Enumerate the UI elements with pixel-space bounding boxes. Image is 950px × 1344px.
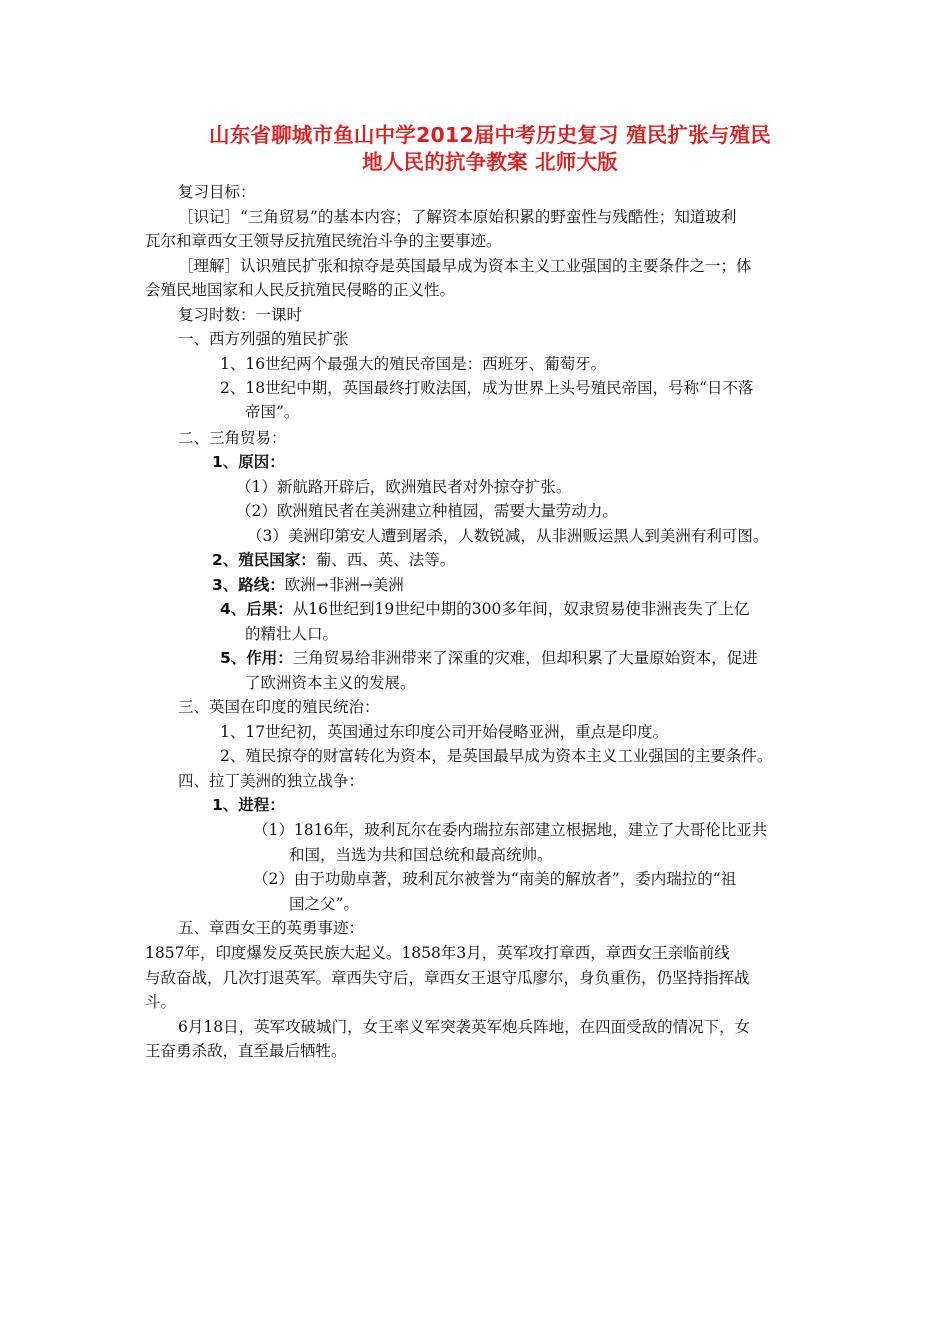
route-value: 欧洲→非洲→美洲 <box>284 576 404 594</box>
cause-item-1: （1）新航路开辟后，欧洲殖民者对外掠夺扩张。 <box>236 478 572 496</box>
title-line-1: 山东省聊城市鱼山中学2012届中考历史复习 殖民扩张与殖民 <box>209 123 771 147</box>
process-item-1b: 和国，当选为共和国总统和最高统帅。 <box>289 846 553 864</box>
section-3-heading: 三、英国在印度的殖民统治： <box>178 698 380 716</box>
cause-item-2: （2）欧洲殖民者在美洲建立种植园，需要大量劳动力。 <box>236 502 618 520</box>
section-5-heading: 五、章西女王的英勇事迹： <box>178 919 365 937</box>
cause-label: 1、原因： <box>212 453 285 471</box>
result-value-a: 从16世纪到19世纪中期的300多年间，奴隶贸易使非洲丧失了上亿 <box>292 600 750 618</box>
result-label: 4、后果： <box>220 600 293 618</box>
section-2-heading: 二、三角贸易： <box>178 429 287 447</box>
section-5-para-2b: 王奋勇杀敌，直至最后牺牲。 <box>145 1042 347 1060</box>
section-5-para-1c: 斗。 <box>145 993 177 1011</box>
effect-label: 5、作用： <box>220 649 293 667</box>
route-label: 3、路线： <box>212 576 285 594</box>
section-4-heading: 四、拉丁美洲的独立战争： <box>178 772 365 790</box>
effect-line-a <box>220 648 758 668</box>
memorize-line-1: ［识记］“三角贸易”的基本内容；了解资本原始积累的野蛮性与残酷性；知道玻利 <box>178 208 737 226</box>
section-1-heading: 一、西方列强的殖民扩张 <box>178 330 349 348</box>
section-3-point-1: 1、17世纪初，英国通过东印度公司开始侵略亚洲，重点是印度。 <box>220 723 669 741</box>
document-title <box>140 122 840 176</box>
section-5-para-1b: 与敌奋战，几次打退英军。章西失守后，章西女王退守瓜廖尔，身负重伤，仍坚持指挥战 <box>145 969 750 987</box>
result-line-a <box>220 599 749 619</box>
section-5-para-1a: 1857年，印度爆发反英民族大起义。1858年3月，英军攻打章西，章西女王亲临前线 <box>145 944 730 962</box>
countries-label: 2、殖民国家： <box>212 551 316 569</box>
section-1-point-2a: 2、18世纪中期，英国最终打败法国，成为世界上头号殖民帝国，号称“日不落 <box>220 379 754 397</box>
understand-line-2: 会殖民地国家和人民反抗殖民侵略的正义性。 <box>145 281 456 299</box>
review-hours: 复习时数：一课时 <box>178 306 303 324</box>
cause-item-3: （3）美洲印第安人遭到屠杀，人数锐减，从非洲贩运黑人到美洲有利可图。 <box>247 527 769 545</box>
result-line-b: 的精壮人口。 <box>245 625 339 643</box>
process-label: 1、进程： <box>212 796 285 814</box>
process-item-2a: （2）由于功勋卓著，玻利瓦尔被誉为“南美的解放者”，委内瑞拉的“祖 <box>253 870 737 888</box>
process-item-2b: 国之父”。 <box>289 895 359 913</box>
effect-line-b: 了欧洲资本主义的发展。 <box>245 674 416 692</box>
process-item-1a: （1）1816年，玻利瓦尔在委内瑞拉东部建立根据地，建立了大哥伦比亚共 <box>253 821 768 839</box>
countries-value: 葡、西、英、法等。 <box>315 551 456 569</box>
title-line-2: 地人民的抗争教案 北师大版 <box>362 150 618 174</box>
goal-heading: 复习目标： <box>178 183 256 201</box>
section-1-point-1: 1、16世纪两个最强大的殖民帝国是：西班牙、葡萄牙。 <box>220 355 607 373</box>
section-1-point-2b: 帝国”。 <box>245 403 300 421</box>
countries-line <box>212 550 455 570</box>
section-5-para-2a: 6月18日，英军攻破城门，女王率义军突袭英军炮兵阵地，在四面受敌的情况下，女 <box>178 1018 751 1036</box>
understand-line-1: ［理解］认识殖民扩张和掠夺是英国最早成为资本主义工业强国的主要条件之一；体 <box>178 257 752 275</box>
section-3-point-2: 2、殖民掠夺的财富转化为资本，是英国最早成为资本主义工业强国的主要条件。 <box>220 747 773 765</box>
route-line <box>212 575 404 595</box>
memorize-line-2: 瓦尔和章西女王领导反抗殖民统治斗争的主要事迹。 <box>145 232 502 250</box>
effect-value-a: 三角贸易给非洲带来了深重的灾难，但却积累了大量原始资本，促进 <box>292 649 758 667</box>
